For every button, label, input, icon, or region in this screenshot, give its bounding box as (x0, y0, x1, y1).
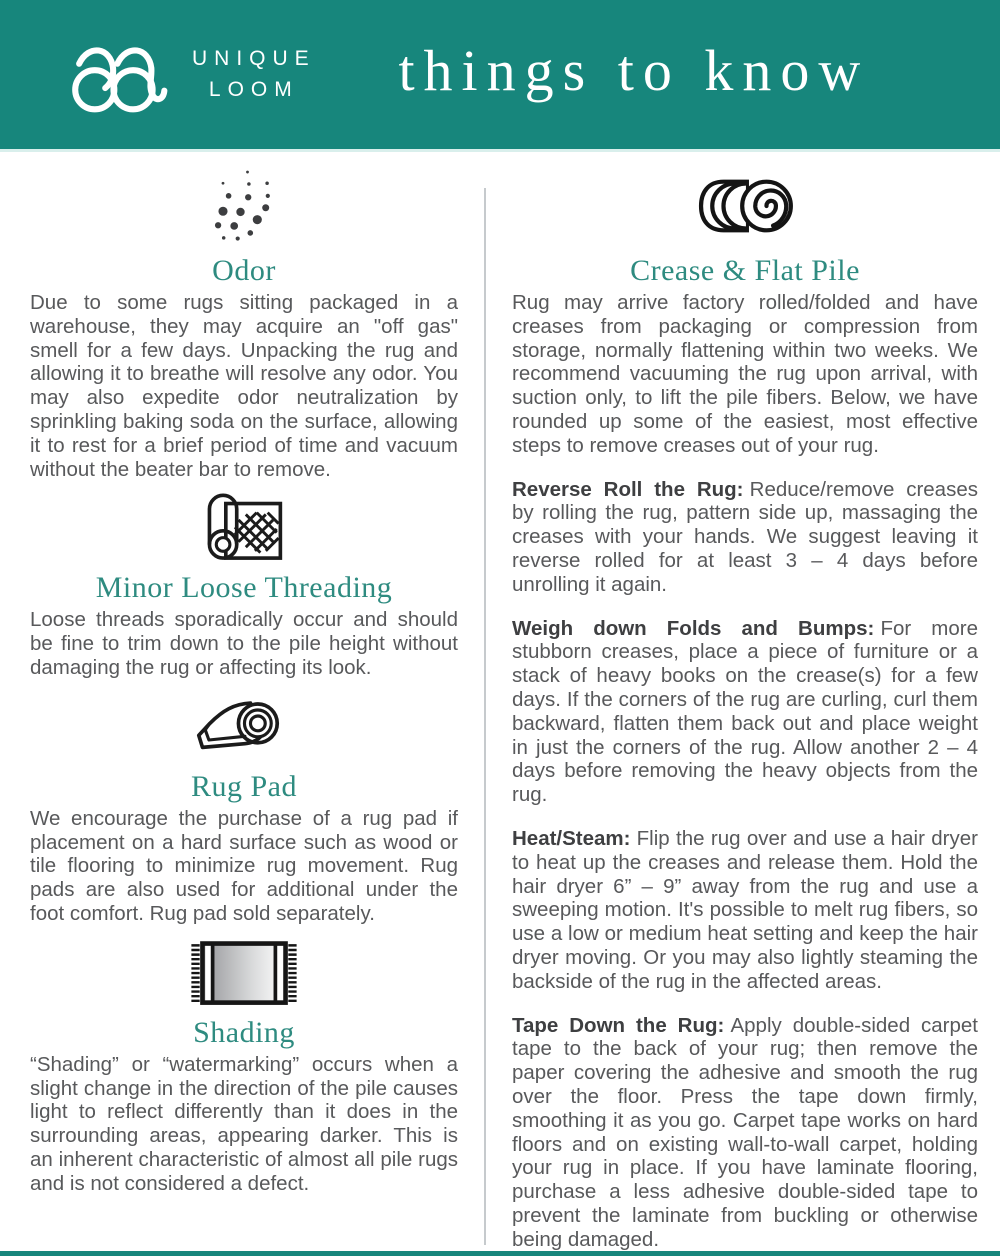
unique-loom-logo-icon (68, 35, 172, 115)
section-title: Shading (193, 1015, 295, 1049)
rolled-rug-icon (512, 166, 978, 246)
section-title: Crease & Flat Pile (630, 254, 860, 287)
section-intro: Rug may arrive factory rolled/folded and have creases from packaging or compression from storage, normally flattening within two weeks. We recommend vacuuming the rug upon arrival, with suction only, to lift the pile fibers. Below, we have rounded up some of the easiest, most effective steps to remove creases out of your rug. (512, 291, 978, 457)
section-title: Rug Pad (190, 769, 297, 803)
odor-dots-icon (30, 166, 458, 246)
tip-label: Heat/Steam: (512, 826, 631, 850)
section-body: “Shading” or “watermarking” occurs when a slight change in the direction of the pile causes light to reflect differently than it does in the surrounding areas, appearing darker. This is an inherent characteristic of almost all pile rugs and is not considered a defect. (30, 1052, 458, 1195)
page-title: things to know (398, 38, 870, 103)
column-divider (484, 188, 486, 1245)
brand-line1: UNIQUE (192, 47, 316, 71)
content (0, 152, 1000, 1251)
section-title: Minor Loose Threading (95, 571, 393, 605)
tip-label: Weigh down Folds and Bumps: (512, 616, 875, 640)
tip-label: Tape Down the Rug: (512, 1013, 725, 1037)
header-banner (0, 0, 1000, 152)
brand (68, 35, 316, 115)
loose-threading-icon (30, 495, 458, 563)
right-column (512, 166, 978, 1251)
tip-weigh-down (512, 617, 978, 807)
tip-label: Reverse Roll the Rug: (512, 477, 744, 501)
left-column (30, 166, 458, 1251)
section-odor (30, 166, 458, 481)
tip-heat-steam (512, 827, 978, 994)
tip-text: Apply double-sided carpet tape to the back of your rug; then remove the paper covering the adhesive and smooth the rug over the floor. Press the tape down firmly, smoothing it as you go. Carpet tape works on hard floors and on existing wall-to-wall carpet, holding your rug in place. If you have laminate flooring, purchase a less adhesive double-sided tape to prevent the laminate from buckling or otherwise being damaged. (512, 1013, 978, 1251)
shading-icon (30, 940, 458, 1008)
section-loose-threading (30, 495, 458, 679)
section-body: We encourage the purchase of a rug pad if placement on a hard surface such as wood or tile flooring to minimize rug movement. Rug pads are also used for additional under the foot comfort. Rug pad sold separately. (30, 806, 458, 925)
section-body: Loose threads sporadically occur and should be fine to trim down to the pile height without damaging the rug or affecting its look. (30, 608, 458, 679)
section-crease-flat-pile (512, 166, 978, 1251)
brand-name (192, 44, 316, 105)
section-shading (30, 940, 458, 1196)
tip-text: For more stubborn creases, place a piece of furniture or a stack of heavy books on the crease(s) for a few days. If the corners of the rug are curling, curl them backward, flatten them back out and place weight in just the corners of the rug. Allow another 2 – 4 days before removing the heavy objects from the rug. (512, 616, 978, 807)
section-title: Odor (212, 254, 276, 287)
brand-line2: LOOM (208, 77, 299, 101)
tip-text: Reduce/remove creases by rolling the rug, pattern side up, massaging the creases with your hands. We suggest leaving it reverse rolled for at least 3 – 4 days before unrolling it again. (512, 477, 978, 596)
bottom-accent-bar (0, 1251, 1000, 1256)
section-body: Due to some rugs sitting packaged in a warehouse, they may acquire an "off gas" smell for a few days. Unpacking the rug and allowing it to breathe will resolve any odor. You may also expedite odor neutralization by sprinkling baking soda on the surface, allowing it to rest for a brief period of time and vacuum without the beater bar to remove. (30, 291, 458, 481)
tip-reverse-roll (512, 478, 978, 597)
section-rug-pad (30, 694, 458, 926)
tip-text: Flip the rug over and use a hair dryer to heat up the creases and release them. Hold the hair dryer 6” – 9” away from the rug and use a sweeping motion. It's possible to melt rug fibers, so use a low or medium heat setting and keep the hair dryer moving. Or you may also lightly steaming the backside of the rug in the affected areas. (512, 826, 978, 993)
tip-tape-down (512, 1014, 978, 1252)
rug-pad-icon (30, 694, 458, 762)
